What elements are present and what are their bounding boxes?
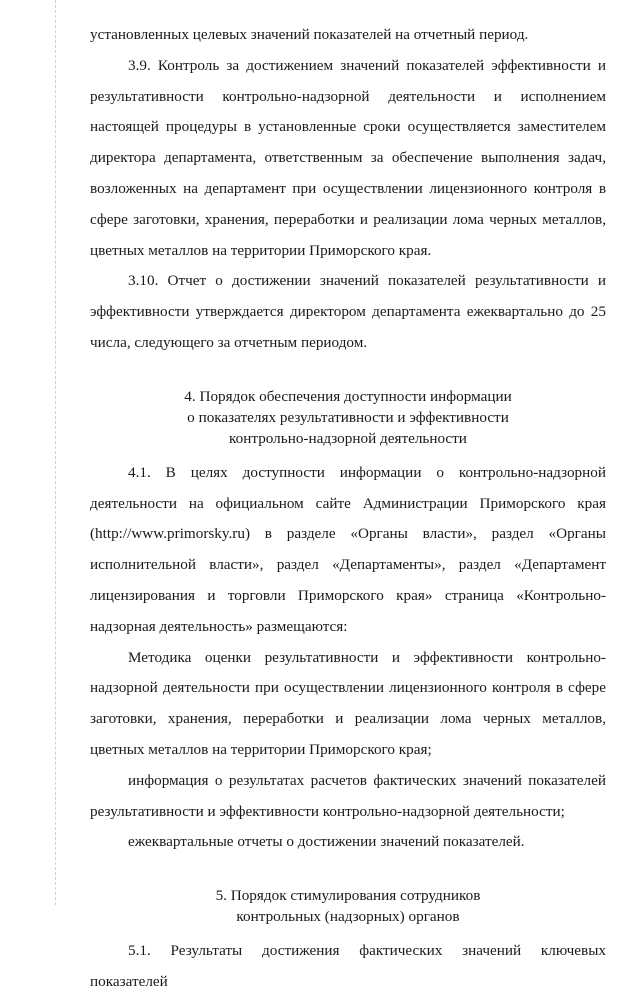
paragraph-3-9: 3.9. Контроль за достижением значений показателей эффективности и результативности контрольно-надзорной деятельности и исполнением настоящей процедуры в установленные сроки осуществляется заместителем директора департамента, ответственным за обеспечение выполнения задач, возложенных на департамент при осуществлении лицензионного контроля в сфере заготовки, хранения, переработки и реализации лома черных металлов, цветных металлов на территории Приморского края. bbox=[90, 56, 606, 259]
paragraph-5-1: 5.1. Результаты достижения фактических значений ключевых показателей bbox=[90, 942, 606, 990]
left-margin-line bbox=[55, 0, 56, 905]
section-5-heading-line-2: контрольных (надзорных) органов bbox=[236, 908, 460, 926]
section-4-heading-line-2: о показателях результативности и эффективности bbox=[187, 408, 509, 426]
section-4-heading-line-1: 4. Порядок обеспечения доступности информации bbox=[184, 387, 512, 405]
document-body bbox=[90, 20, 606, 998]
paragraph-3-10: 3.10. Отчет о достижении значений показателей результативности и эффективности утверждается директором департамента ежеквартально до 25 числа, следующего за отчетным периодом. bbox=[90, 272, 606, 351]
paragraph-intro-tail: установленных целевых значений показателей на отчетный период. bbox=[90, 26, 529, 43]
list-item-calculation-info: информация о результатах расчетов фактических значений показателей результативности и эффективности контрольно-надзорной деятельности; bbox=[90, 771, 606, 820]
section-5-heading-line-1: 5. Порядок стимулирования сотрудников bbox=[215, 887, 481, 905]
section-4-heading bbox=[90, 386, 606, 449]
list-item-quarterly-reports: ежеквартальные отчеты о достижении значений показателей. bbox=[128, 833, 525, 851]
section-4-heading-line-3: контрольно-надзорной деятельности bbox=[229, 429, 467, 447]
section-5-heading bbox=[90, 885, 606, 927]
list-item-methodology: Методика оценки результативности и эффективности контрольно-надзорной деятельности при осуществлении лицензионного контроля в сфере заготовки, хранения, переработки и реализации лома черных металлов, цветных металлов на территории Приморского края; bbox=[90, 648, 606, 758]
paragraph-4-1: 4.1. В целях доступности информации о контрольно-надзорной деятельности на официальном сайте Администрации Приморского края (http://www.primorsky.ru) в разделе «Органы власти», раздел «Органы исполнительной власти», раздел «Департаменты», раздел «Департамент лицензирования и торговли Приморского края» страница «Контрольно-надзорная деятельность» размещаются: bbox=[90, 463, 606, 635]
